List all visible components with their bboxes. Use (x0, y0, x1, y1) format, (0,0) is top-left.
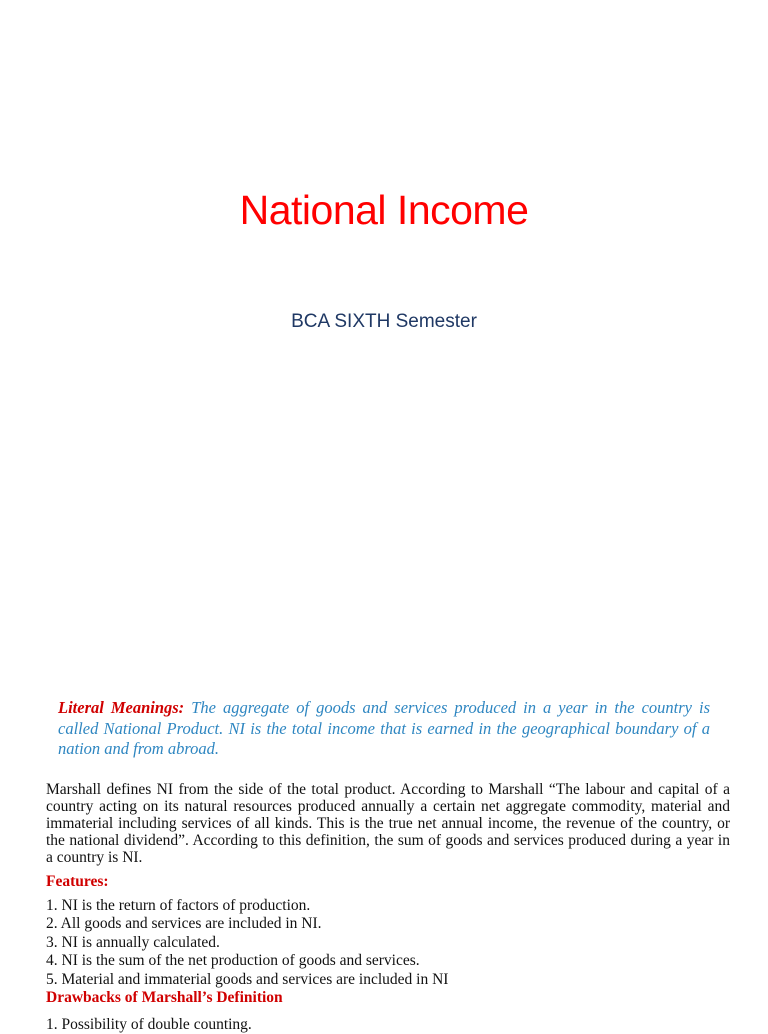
slide-subtitle: BCA SIXTH Semester (291, 311, 477, 332)
features-list (46, 897, 768, 990)
list-item: 5. Material and immaterial goods and services are included in NI (46, 970, 449, 988)
list-item: 1. NI is the return of factors of production. (46, 896, 311, 914)
list-item: 4. NI is the sum of the net production of goods and services. (46, 952, 420, 969)
document-page (0, 690, 768, 1034)
drawbacks-heading: Drawbacks of Marshall’s Definition (46, 989, 283, 1006)
marshall-definition-paragraph: Marshall defines NI from the side of the total product. According to Marshall “The labour and capital of a country acting on its natural resources produced annually a certain net aggregate commodity, material and immaterial including services of all kinds. This is the true net annual income, the revenue of the country, or the national dividend”. According to this definition, the sum of goods and services produced during a year in a country is NI. (46, 780, 730, 866)
literal-meanings-paragraph (58, 698, 710, 760)
features-heading: Features: (46, 872, 109, 890)
list-item: 3. NI is annually calculated. (46, 933, 220, 951)
list-item: 2. All goods and services are included in NI. (46, 915, 322, 932)
list-item: 1. Possibility of double counting. (46, 1016, 252, 1033)
literal-meanings-label: Literal Meanings: (58, 698, 185, 717)
slide-title: National Income (239, 187, 529, 233)
drawbacks-list (46, 1016, 768, 1034)
literal-meanings-text: The aggregate of goods and services produced in a year in the country is called National Product. NI is the total income that is earned in the geographical boundary of a nation and from abroad. (58, 698, 710, 758)
